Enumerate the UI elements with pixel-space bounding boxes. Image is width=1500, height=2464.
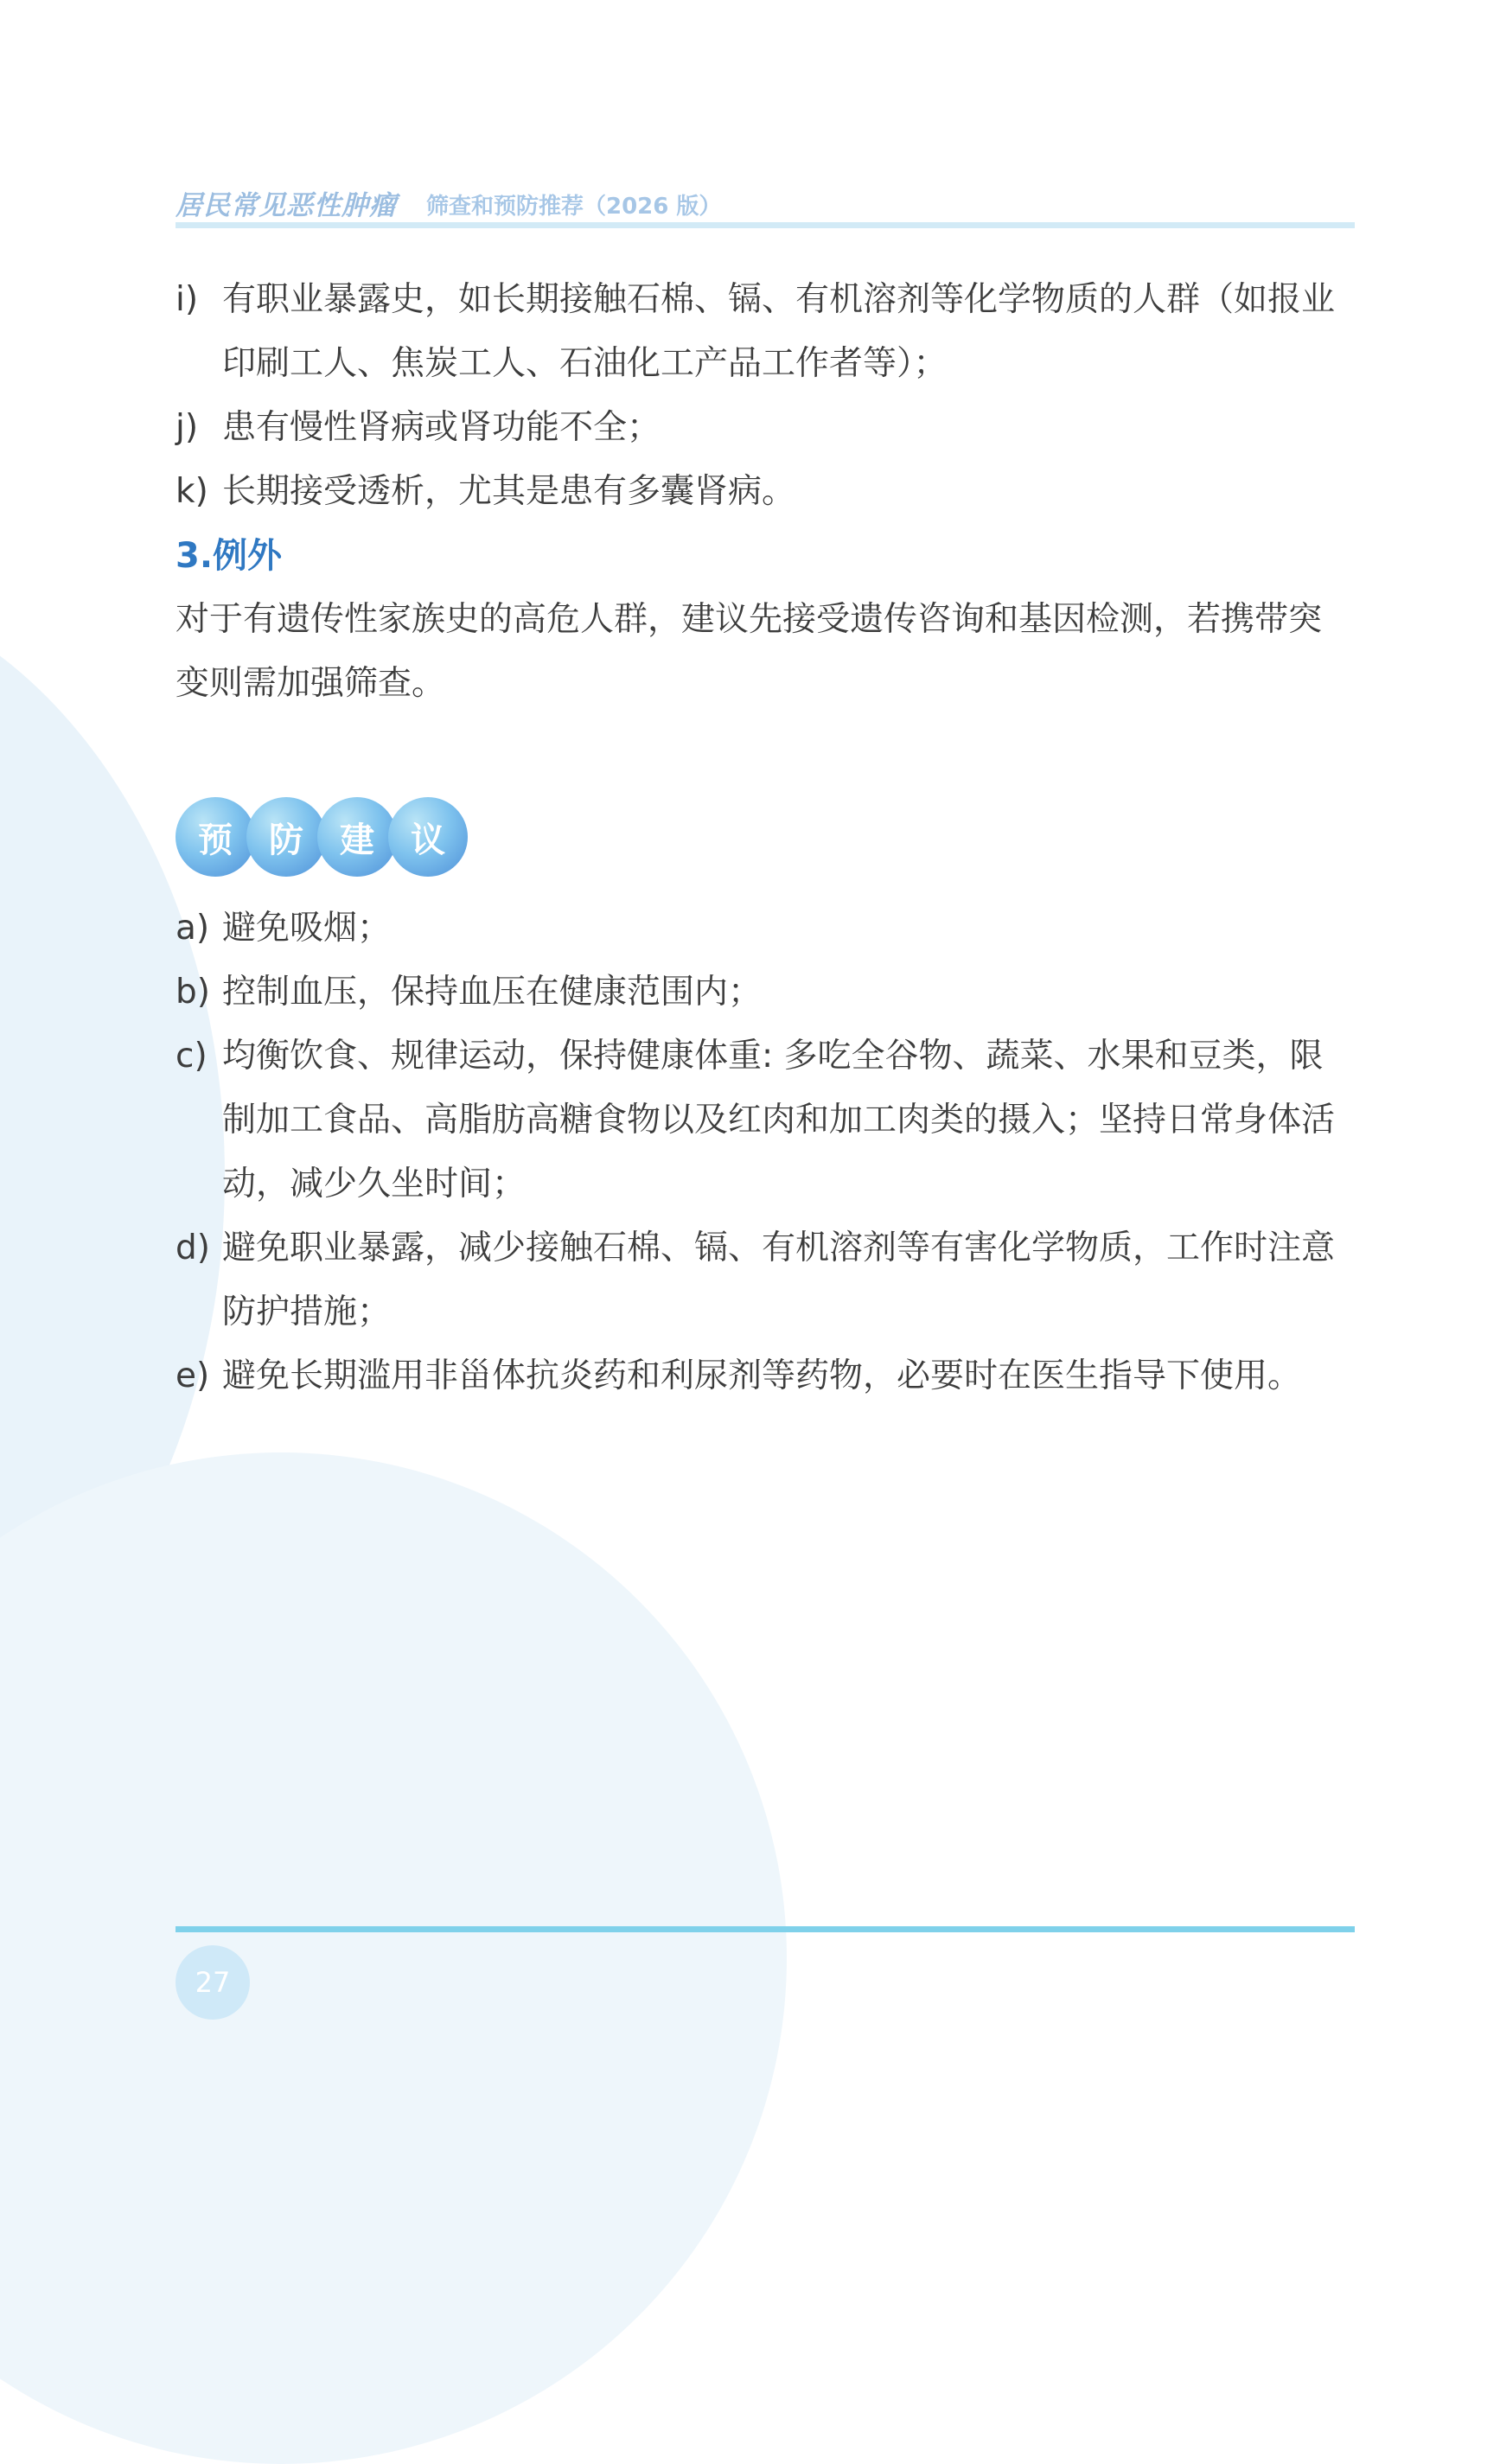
- list-text: 避免职业暴露，减少接触石棉、镉、有机溶剂等有害化学物质，工作时注意防护措施；: [222, 1229, 1336, 1331]
- list-marker: k): [176, 472, 208, 511]
- list-item: [176, 897, 1355, 961]
- heading-bubble: 防: [246, 797, 326, 877]
- header-subtitle: 筛查和预防推荐（2026 版）: [426, 194, 722, 220]
- list-text: 均衡饮食、规律运动，保持健康体重: 多吃全谷物、蔬菜、水果和豆类，限制加工食品、高脂肪高糖食物以及红肉和加工肉类的摄入；坚持日常身体活动，减少久坐时间；: [222, 1037, 1336, 1203]
- exception-paragraph: 对于有遗传性家族史的高危人群，建议先接受遗传咨询和基因检测，若携带突变则需加强筛查。: [176, 600, 1323, 703]
- list-text: 避免长期滥用非甾体抗炎药和利尿剂等药物，必要时在医生指导下使用。: [222, 1356, 1302, 1395]
- list-text: 有职业暴露史，如长期接触石棉、镉、有机溶剂等化学物质的人群（如报业印刷工人、焦炭工人、石油化工产品工作者等）；: [222, 280, 1336, 383]
- section-title-exception: 3.例外: [176, 536, 283, 576]
- list-text: 长期接受透析，尤其是患有多囊肾病。: [222, 472, 796, 511]
- heading-bubble: 预: [176, 797, 255, 877]
- heading-bubble: 建: [317, 797, 397, 877]
- risk-content: [176, 268, 1355, 716]
- list-item: [176, 268, 1355, 396]
- list-marker: b): [176, 973, 210, 1012]
- prevention-list: [176, 897, 1355, 1408]
- list-item: [176, 1344, 1355, 1408]
- header-title: 居民常见恶性肿瘤: [176, 190, 397, 221]
- list-item: [176, 1216, 1355, 1344]
- list-marker: i): [176, 280, 199, 319]
- list-marker: d): [176, 1229, 210, 1267]
- list-item: [176, 396, 1355, 460]
- list-marker: e): [176, 1356, 210, 1395]
- heading-bubble: 议: [388, 797, 468, 877]
- list-item: [176, 460, 1355, 524]
- list-text: 控制血压，保持血压在健康范围内；: [222, 973, 763, 1012]
- list-marker: a): [176, 909, 210, 948]
- page-number: 27: [176, 1945, 250, 2020]
- list-item: [176, 961, 1355, 1025]
- list-text: 患有慢性肾病或肾功能不全；: [222, 408, 661, 447]
- background-circle-bottom: [0, 1452, 787, 2464]
- list-item: [176, 1025, 1355, 1216]
- footer-divider: [176, 1926, 1355, 1932]
- list-marker: j): [176, 408, 199, 447]
- header-divider: [176, 222, 1355, 228]
- list-text: 避免吸烟；: [222, 909, 392, 948]
- list-marker: c): [176, 1037, 207, 1076]
